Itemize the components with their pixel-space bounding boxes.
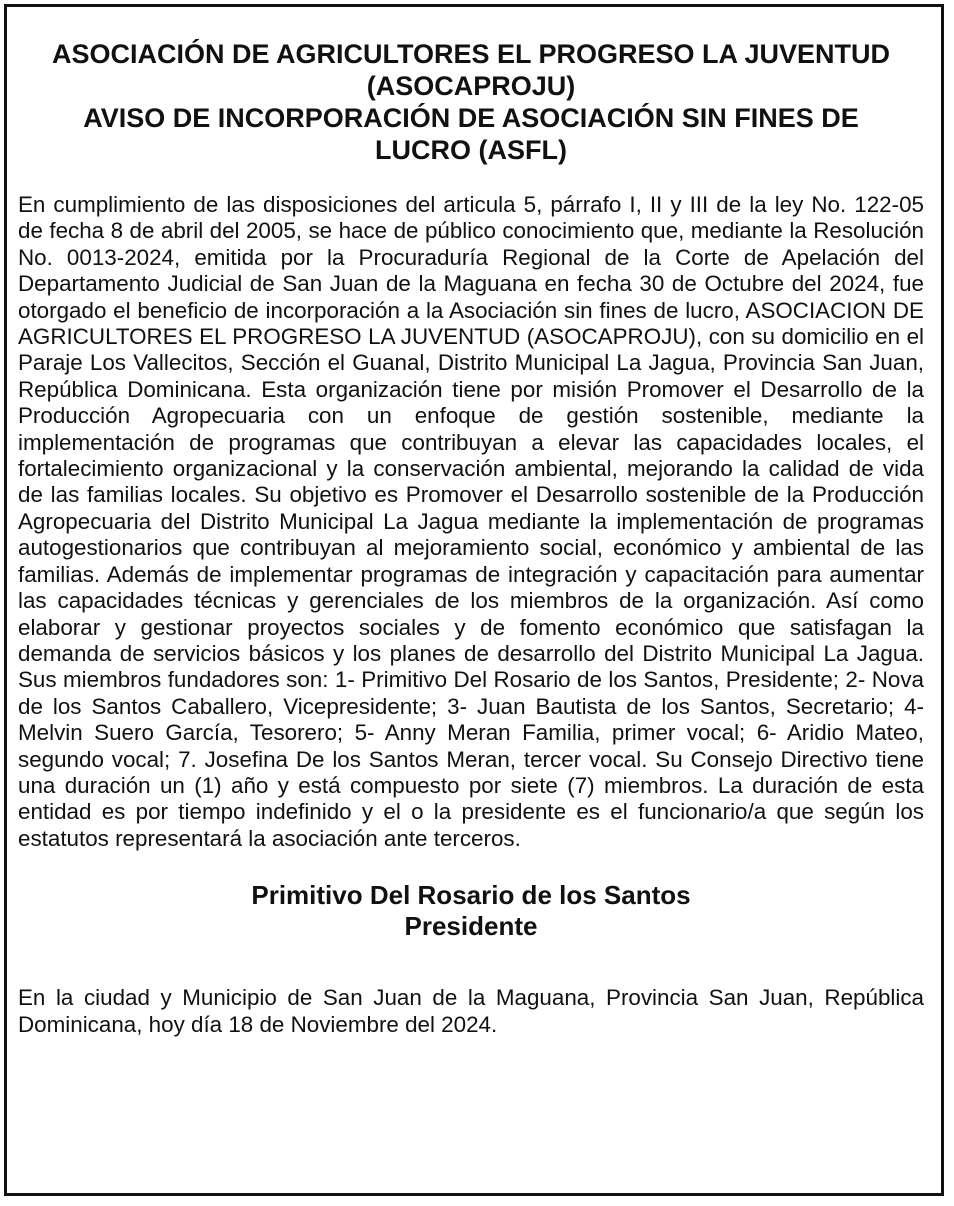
notice-subtitle-line2: LUCRO (ASFL) xyxy=(375,135,567,165)
association-name-title: ASOCIACIÓN DE AGRICULTORES EL PROGRESO LA JUVENTUD xyxy=(51,39,891,69)
notice-content xyxy=(18,38,924,1038)
association-acronym-title: (ASOCAPROJU) xyxy=(366,71,576,101)
signature-block xyxy=(18,880,924,942)
closing-place-date: En la ciudad y Municipio de San Juan de la Maguana, Provincia San Juan, República Dominicana, hoy día 18 de Noviembre del 2024. xyxy=(18,985,924,1038)
notice-subtitle-line1: AVISO DE INCORPORACIÓN DE ASOCIACIÓN SIN FINES DE xyxy=(83,103,859,133)
signatory-name: Primitivo Del Rosario de los Santos xyxy=(251,880,691,911)
notice-body-paragraph: En cumplimiento de las disposiciones del articula 5, párrafo I, II y III de la ley No. 122-05 de fecha 8 de abril del 2005, se hace de público conocimiento que, mediante la Resolución No. 0013-2024, emitida por la Procuraduría Regional de la Corte de Apelación del Departamento Judicial de San Juan de la Maguana en fecha 30 de Octubre del 2024, fue otorgado el beneficio de incorporación a la Asociación sin fines de lucro, ASOCIACION DE AGRICULTORES EL PROGRESO LA JUVENTUD (ASOCAPROJU), con su domicilio en el Paraje Los Vallecitos, Sección el Guanal, Distrito Municipal La Jagua, Provincia San Juan, República Dominicana. Esta organización tiene por misión Promover el Desarrollo de la Producción Agropecuaria con un enfoque de gestión sostenible, mediante la implementación de programas que contribuyan a elevar las capacidades locales, el fortalecimiento organizacional y la conservación ambiental, mejorando la calidad de vida de las familias locales. Su objetivo es Promover el Desarrollo sostenible de la Producción Agropecuaria del Distrito Municipal La Jagua mediante la implementación de programas autogestionarios que contribuyan al mejoramiento social, económico y ambiental de las familias. Además de implementar programas de integración y capacitación para aumentar las capacidades técnicas y gerenciales de los miembros de la organización. Así como elaborar y gestionar proyectos sociales y de fomento económico que satisfagan la demanda de servicios básicos y los planes de desarrollo del Distrito Municipal La Jagua. Sus miembros fundadores son: 1- Primitivo Del Rosario de los Santos, Presidente; 2- Nova de los Santos Caballero, Vicepresidente; 3- Juan Bautista de los Santos, Secretario; 4- Melvin Suero García, Tesorero; 5- Anny Meran Familia, primer vocal; 6- Aridio Mateo, segundo vocal; 7. Josefina De los Santos Meran, tercer vocal. Su Consejo Directivo tiene una duración un (1) año y está compuesto por siete (7) miembros. La duración de esta entidad es por tiempo indefinido y el o la presidente es el funcionario/a que según los estatutos representará la asociación ante terceros. xyxy=(18,192,924,851)
signatory-role: Presidente xyxy=(404,911,538,942)
